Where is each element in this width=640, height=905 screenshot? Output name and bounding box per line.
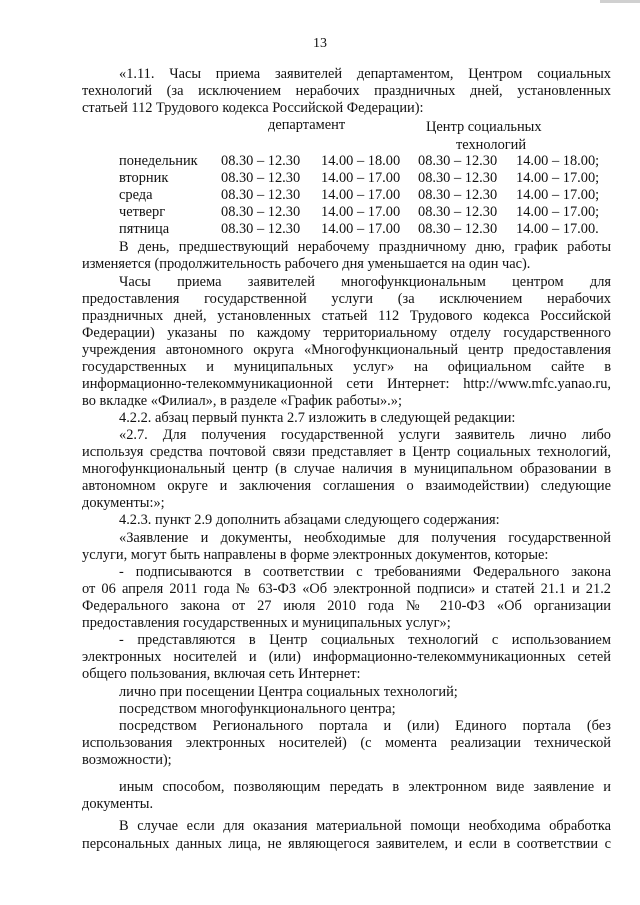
body-line: документы. (82, 796, 154, 812)
body-line: услуги, могут быть направлены в форме электронных документов, которые: (82, 547, 549, 563)
day-cell: четверг (119, 204, 166, 220)
time-cell: 14.00 – 17.00; (516, 170, 600, 186)
body-line: во вкладке «Филиал», в разделе «График работы».»; (82, 393, 402, 409)
body-line: автономном округе и заключения соглашения о взаимодействии) следующие (82, 478, 611, 494)
time-cell: 08.30 – 12.30 (221, 187, 301, 203)
body-line: иным способом, позволяющим передать в электронном виде заявление и (119, 779, 611, 795)
body-line: - подписываются в соответствии с требованиями Федерального закона (119, 564, 611, 580)
body-line: - представляются в Центр социальных технологий с использованием (119, 632, 611, 648)
body-line: изменяется (продолжительность рабочего дня уменьшается на один час). (82, 256, 531, 272)
time-cell: 08.30 – 12.30 (221, 170, 301, 186)
time-cell: 14.00 – 17.00 (321, 221, 401, 237)
time-cell: 14.00 – 18.00 (321, 153, 401, 169)
time-cell: 08.30 – 12.30 (418, 204, 498, 220)
page-number: 13 (313, 36, 327, 51)
day-cell: среда (119, 187, 153, 203)
body-line: В случае если для оказания материальной помощи необходима обработка (119, 818, 611, 834)
body-line: праздничных дней, установленных статьей 112 Трудового кодекса Российской (82, 308, 611, 324)
day-cell: понедельник (119, 153, 198, 169)
time-cell: 08.30 – 12.30 (418, 187, 498, 203)
time-cell: 08.30 – 12.30 (221, 153, 301, 169)
body-line: предоставления государственной услуги (за исключением нерабочих (82, 291, 611, 307)
intro-line: статьей 112 Трудового кодекса Российской Федерации): (82, 100, 424, 116)
body-line: Часы приема заявителей многофункциональным центром для (119, 274, 611, 290)
time-cell: 08.30 – 12.30 (418, 153, 498, 169)
time-cell: 14.00 – 18.00; (516, 153, 600, 169)
intro-line: технологий (за исключением нерабочих праздничных дней, установленных (82, 83, 611, 99)
body-line: документы:»; (82, 495, 165, 511)
body-line: учреждения автономного округа «Многофункциональный центр предоставления (82, 342, 611, 358)
time-cell: 14.00 – 17.00; (516, 204, 600, 220)
header-department: департамент (268, 117, 346, 133)
body-line: «Заявление и документы, необходимые для получения государственной (119, 530, 611, 546)
header-center: Центр социальных (426, 119, 542, 135)
day-cell: вторник (119, 170, 169, 186)
time-cell: 14.00 – 17.00 (321, 170, 401, 186)
header-center-2: технологий (456, 137, 527, 153)
body-line: государственных и муниципальных услуг» на официальном сайте в (82, 359, 611, 375)
day-cell: пятница (119, 221, 170, 237)
body-line: использования электронных носителей) (с момента реализации технической (82, 735, 611, 751)
scan-edge-mark (600, 0, 640, 3)
body-line: Федерации) указаны по каждому территориальному отделу государственного (82, 325, 611, 341)
time-cell: 14.00 – 17.00 (321, 187, 401, 203)
time-cell: 14.00 – 17.00 (321, 204, 401, 220)
body-line: 4.2.3. пункт 2.9 дополнить абзацами следующего содержания: (119, 512, 500, 528)
body-line: 4.2.2. абзац первый пункта 2.7 изложить в следующей редакции: (119, 410, 516, 426)
time-cell: 08.30 – 12.30 (418, 170, 498, 186)
body-line: лично при посещении Центра социальных технологий; (119, 684, 458, 700)
body-line: информационно-телекоммуникационной сети Интернет: http://www.mfc.yanao.ru, (82, 376, 611, 392)
time-cell: 08.30 – 12.30 (221, 221, 301, 237)
body-line: персональных данных лица, не являющегося заявителем, и если в соответствии с (82, 836, 611, 852)
time-cell: 14.00 – 17.00; (516, 187, 600, 203)
body-line: посредством многофункционального центра; (119, 701, 396, 717)
body-line: «2.7. Для получения государственной услуги заявитель лично либо (119, 427, 611, 443)
body-line: посредством Регионального портала и (или) Единого портала (без (119, 718, 611, 734)
time-cell: 08.30 – 12.30 (221, 204, 301, 220)
body-line: от 06 апреля 2011 года № 63-ФЗ «Об электронной подписи» и статей 21.1 и 21.2 (82, 581, 611, 597)
body-line: многофункциональный центр (в случае наличия в муниципальном образовании в (82, 461, 611, 477)
time-cell: 08.30 – 12.30 (418, 221, 498, 237)
body-line: возможности); (82, 752, 172, 768)
intro-line: «1.11. Часы приема заявителей департаментом, Центром социальных (119, 66, 611, 82)
body-line: электронных носителей и (или) информационно-телекоммуникационных сетей (82, 649, 611, 665)
body-line: В день, предшествующий нерабочему праздничному дню, график работы (119, 239, 611, 255)
body-line: Федерального закона от 27 июля 2010 года № 210-ФЗ «Об организации (82, 598, 611, 614)
time-cell: 14.00 – 17.00. (516, 221, 599, 237)
body-line: используя средства почтовой связи представляет в Центр социальных технологий, (82, 444, 611, 460)
body-line: общего пользования, включая сеть Интернет: (82, 666, 361, 682)
body-line: предоставления государственных и муниципальных услуг»; (82, 615, 451, 631)
